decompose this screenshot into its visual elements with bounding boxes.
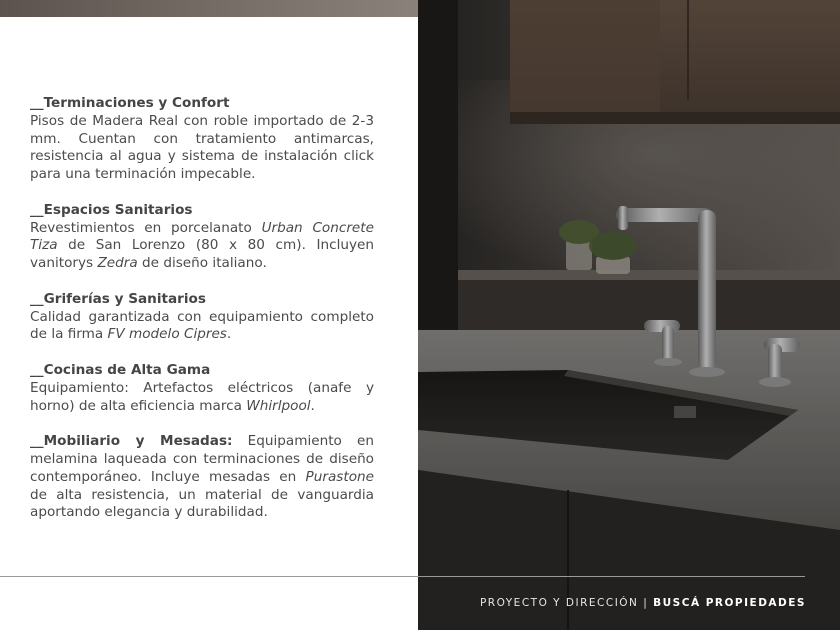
body-text-part: . [226, 326, 232, 343]
section-mobiliario [30, 433, 374, 522]
footer-label: PROYECTO Y DIRECCIÓN [479, 597, 639, 609]
section-body [30, 433, 374, 522]
section-heading: __Terminaciones y Confort [30, 95, 230, 111]
product-name: Purastone [305, 468, 374, 485]
section-body [30, 380, 374, 416]
section-cocinas [30, 362, 374, 415]
product-name: FV modelo Cipres [107, 326, 227, 343]
top-accent-band [0, 0, 418, 17]
body-text-part: de diseño italiano. [137, 255, 267, 272]
body-text-part: Equipamiento en melamina laqueada con terminaciones de diseño contemporáneo. Incluye mesadas en [30, 433, 374, 485]
kitchen-sink-faucet-image [418, 0, 840, 630]
body-text-part: de alta resistencia, un material de vanguardia aportando elegancia y durabilidad. [30, 486, 374, 521]
body-text-part: Calidad garantizada con equipamiento completo de la firma [30, 308, 374, 343]
section-heading: __Mobiliario y Mesadas: [30, 433, 233, 450]
footer-brand: BUSCÁ PROPIEDADES [653, 597, 806, 609]
product-name: Zedra [97, 255, 138, 272]
section-heading: __Cocinas de Alta Gama [30, 361, 211, 378]
section-espacios-sanitarios [30, 202, 374, 273]
footer-divider [0, 576, 805, 577]
body-text-part: Equipamiento: Artefactos eléctricos (anafe y horno) de alta eficiencia marca [30, 379, 374, 414]
section-body [30, 309, 374, 345]
section-body: Pisos de Madera Real con roble importado de 2-3 mm. Cuentan con tratamiento antimarcas, resistencia al agua y sistema de instalación click para una terminación impecable. [30, 112, 374, 183]
body-text-part: Revestimientos en porcelanato [30, 219, 262, 236]
section-heading: __Griferías y Sanitarios [30, 290, 206, 307]
section-heading: __Espacios Sanitarios [30, 201, 193, 218]
kitchen-photo [418, 0, 840, 630]
body-text-part: . [310, 397, 315, 414]
product-name: Whirlpool [246, 397, 311, 414]
footer-separator: | [638, 597, 654, 609]
section-griferias [30, 291, 374, 344]
section-body [30, 220, 374, 273]
footer-credit [480, 597, 806, 609]
product-name: Urban Concrete Tiza [30, 219, 374, 254]
features-list [30, 95, 374, 540]
body-text-part: de San Lorenzo (80 x 80 cm). Incluyen vanitorys [30, 237, 374, 272]
section-terminaciones [30, 95, 374, 184]
